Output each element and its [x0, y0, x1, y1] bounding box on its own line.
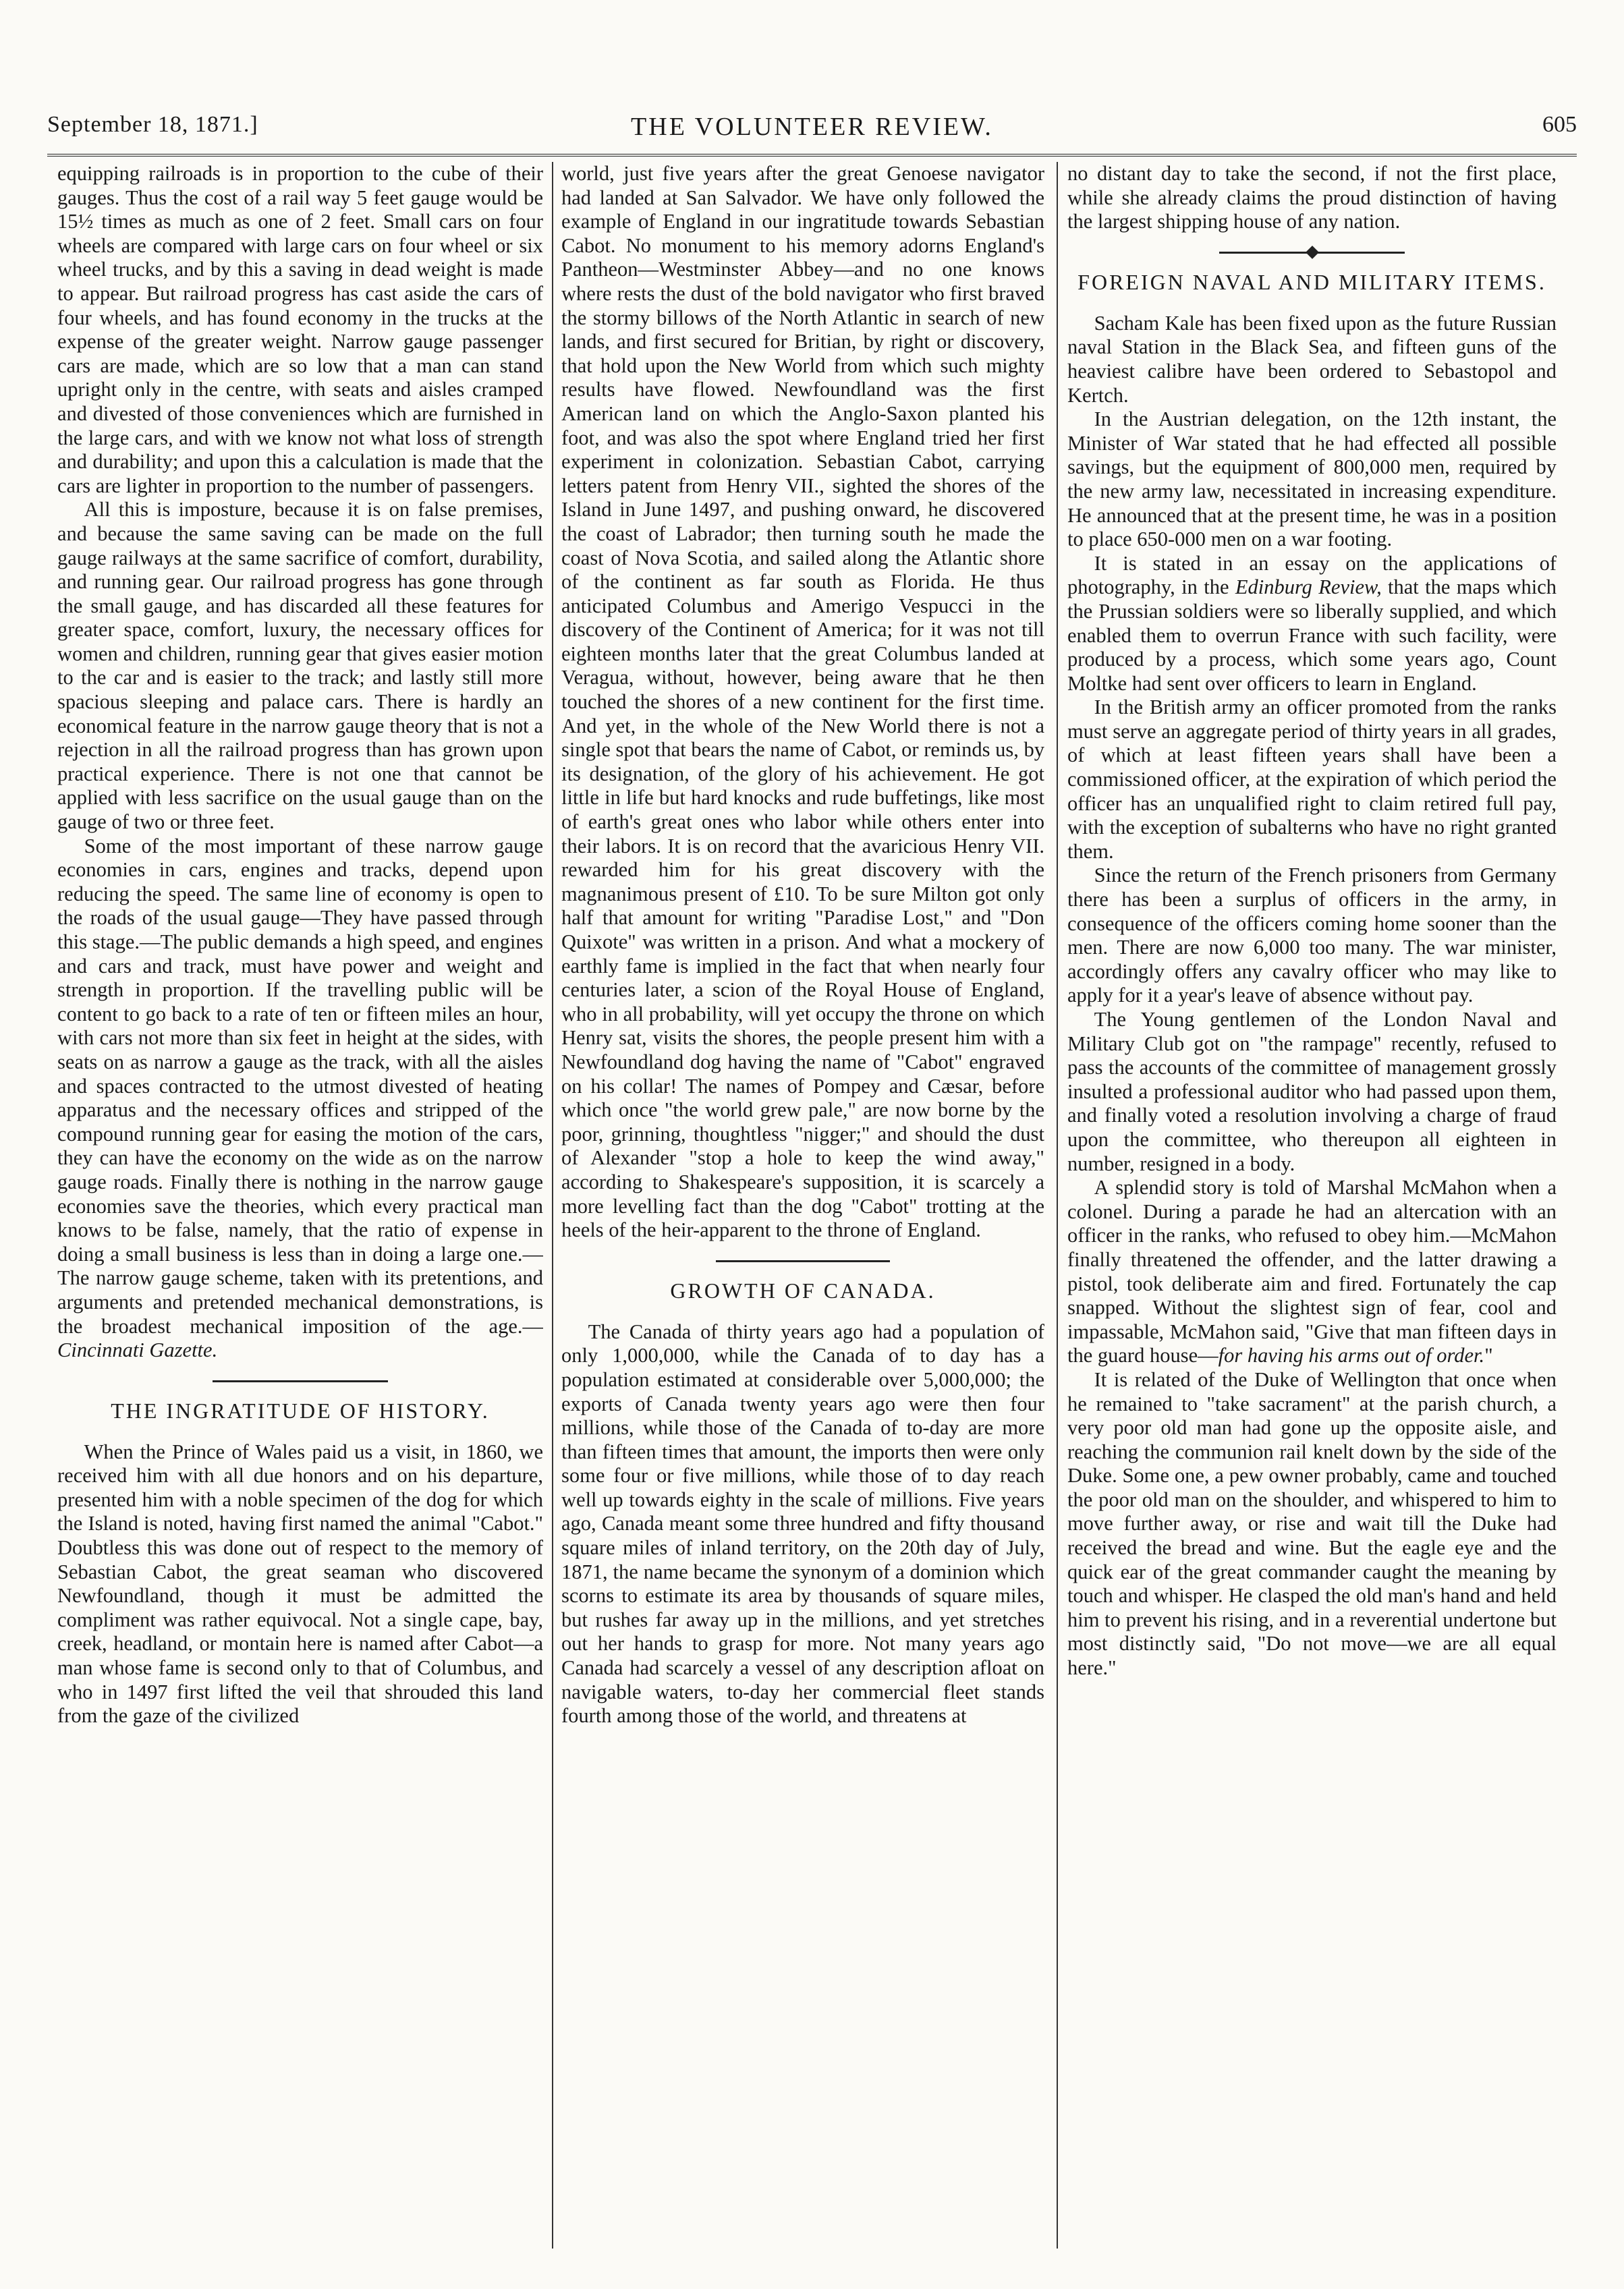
article-source: Cincinnati Gazette. [57, 1338, 218, 1362]
article-paragraph: The Canada of thirty years ago had a population of only 1,000,000, while the Canada of to day has a population estimated at considerable over 5,000,000; the exports of Canada twenty years ago were then four millions, while those of the Canada of to-day are more than fifteen times that amount, the imports then were only some four or five millions, while those of to day reach well up towards eighty in the scale of millions. Five years ago, Canada meant some three hundred and fifty thousand square miles of inland territory, on the 20th day of July, 1871, the name became the synonym of a dominion which scorns to estimate its area by thousands of square miles, but rushes far away up in the millions, and yet stretches out her hands to grasp for more. Not many years ago Canada had scarcely a vessel of any description afloat on navigable waters, to-day her commercial fleet stands fourth among those of the world, and threatens at [561, 1320, 1044, 1728]
article-paragraph: When the Prince of Wales paid us a visit, in 1860, we received him with all due honors and on his departure, presented him with a noble specimen of the dog for which the Island is noted, having first named the animal "Cabot." Doubtless this was done out of respect to the memory of Sebastian Cabot, the great seaman who discovered Newfoundland, though it must be admitted the compliment was rather equivocal. Not a single cape, bay, creek, headland, or montain here is named after Cabot—a man whose fame is second only to that of Columbus, and who in 1497 first lifted the veil that shrouded this land from the gaze of the civilized [57, 1440, 543, 1728]
header-date: September 18, 1871.] [47, 112, 258, 137]
column-1 [57, 162, 543, 2249]
article-paragraph: equipping railroads is in proportion to the cube of their gauges. Thus the cost of a rail way 5 feet gauge would be 15½ times as much as one of 2 feet. Small cars on four wheels are compared with large cars on four wheel or six wheel trucks, and by this a saving in dead weight is made to appear. But railroad progress has cast aside the cars of four wheels, and has found economy in the trucks at the expense of the greater weight. Narrow gauge passenger cars are made, which are so low that a man can stand upright only in the centre, with seats and aisles cramped and divested of those conveniences which are furnished in the large cars, and with we know not what loss of strength and durability; and upon this a calculation is made that the cars are lighter in proportion to the number of passengers. [57, 162, 543, 497]
article-paragraph: no distant day to take the second, if not the first place, while she already claims the proud distinction of having the largest shipping house of any nation. [1067, 162, 1557, 233]
article-paragraph: All this is imposture, because it is on false premises, and because the same saving can be made on the full gauge railways at the same sacrifice of comfort, durability, and running gear. Our railroad progress has gone through the small gauge, and has discarded all these features for greater space, comfort, luxury, the necessary offices for women and children, running gear that gives easier motion to the car and is easier to the track; and lastly still more spacious sleeping and palace cars. There is hardly an economical feature in the narrow gauge theory that is not a rejection in all the railroad progress than has grown upon practical experience. There is not one that cannot be applied with less sacrifice on the usual gauge than on the gauge of two or three feet. [57, 498, 543, 834]
quote-italic: for having his arms out of order. [1218, 1344, 1485, 1367]
article-text: Some of the most important of these narrow gauge economies in cars, engines and tracks, depend upon reducing the speed. The same line of economy is open to the roads of the usual gauge—They have passed through this stage.—The public demands a high speed, and engines and cars and track, must have power and weight and strength in proportion. If the travelling public will be content to go back to a rate of ten or fifteen miles an hour, with cars not more than six feet in height at the sides, with seats on as narrow a gauge as the track, with all the aisles and spaces contracted to the utmost divested of heating apparatus and the necessary offices and stripped of the compound running gear for easing the motion of the cars, they can have the economy on the wide as on the narrow gauge roads. Finally there is nothing in the narrow gauge economies save the theories, which every practical man knows to be false, namely, that the ratio of expense in doing a small business is less than in doing a large one.—The narrow gauge scheme, taken with its pretentions, and arguments and pretended mechanical demonstrations, is the broadest mechanical imposition of the age.— [57, 834, 543, 1338]
newspaper-title: THE VOLUNTEER REVIEW. [631, 113, 993, 141]
column-separator [552, 162, 553, 2249]
header-rule [47, 154, 1577, 157]
column-separator [1057, 162, 1058, 2249]
section-divider [1219, 252, 1405, 254]
section-divider [716, 1260, 890, 1262]
column-3 [1067, 162, 1557, 2249]
news-item-text: that the maps which the Prussian soldiers were so liberally supplied, and which enabled them to overrun France with such facility, were produced by a process, which some years ago, Count Moltke had sent over officers to learn in England. [1067, 575, 1557, 695]
news-item: Sacham Kale has been fixed upon as the future Russian naval Station in the Black Sea, and fifteen guns of the heaviest calibre have been ordered to Sebastopol and Kertch. [1067, 311, 1557, 407]
article-paragraph [57, 835, 543, 1363]
article-paragraph: world, just five years after the great Genoese navigator had landed at San Salvador. We have only followed the example of England in our ingratitude towards Sebastian Cabot. No monument to his memory adorns England's Pantheon—Westminster Abbey—and no one knows where rests the dust of the bold navigator who first braved the stormy billows of the North Atlantic in search of new lands, and first secured for Britian, by right or discovery, that hold upon the New World from which such mighty results have flowed. Newfoundland was the first American land on which the Anglo-Saxon planted his foot, and was also the spot where England tried her first experiment in colonization. Sebastian Cabot, carrying letters patent from Henry VII., sighted the shores of the Island in June 1497, and pushing onward, he discovered the coast of Labrador; then turning south he made the coast of Nova Scotia, and sailed along the Atlantic shore of the continent as far south as Florida. He thus anticipated Columbus and Amerigo Vespucci in the discovery of the Continent of America; for it was not till eighteen months later that the great Columbus landed at Veragua, without, however, being aware that he then touched the shores of a new continent for the first time. And yet, in the whole of the New World there is not a single spot that bears the name of Cabot, or reminds us, by its designation, of the glory of his achievement. He got little in life but hard knocks and rude buffetings, like most of earth's great ones who labor while others enter into their labors. It is on record that the avaricious Henry VII. rewarded him for his great discovery with the magnanimous present of £10. To be sure Milton got only half that amount for writing "Paradise Lost," and "Don Quixote" was written in a prison. And what a mockery of earthly fame is implied in the fact that when nearly four centuries later, a scion of the Royal House of England, who in all probability, will yet occupy the throne on which Henry sat, visits the shores, the people present him with a Newfoundland dog having the name of "Cabot" engraved on his collar! The names of Pompey and Cæsar, before which once "the world grew pale," are now borne by the poor, grinning, thoughtless "nigger;" and should the dust of Alexander "stop a hole to keep the wind away," according to Shakespeare's supposition, it is scarcely a more levelling fact than the dog "Cabot" trotting at the heels of the heir-apparent to the throne of England. [561, 162, 1044, 1242]
news-item-text: It is stated in an essay on the applications of photography, in the [1067, 551, 1557, 599]
news-item: The Young gentlemen of the London Naval and Military Club got on "the rampage" recently, refused to pass the accounts of the committee of management grossly insulted a professional auditor who had passed upon them, and finally voted a resolution involving a charge of fraud upon the committee, who thereupon all eighteen in number, resigned in a body. [1067, 1008, 1557, 1175]
section-divider [213, 1380, 387, 1382]
news-item-text: A splendid story is told of Marshal McMahon when a colonel. During a parade he had an altercation with an officer in the ranks, who refused to obey him.—McMahon finally threatened the offender, and the latter drawing a pistol, took deliberate aim and fired. Fortunately the cap snapped. Without the slightest sign of fear, cool and impassable, McMahon said, "Give that man fifteen days in the guard house— [1067, 1176, 1557, 1367]
news-item: Since the return of the French prisoners from Germany there has been a surplus of officers in the army, in consequence of the officers coming home sooner than the men. There are now 6,000 too many. The war minister, accordingly offers any cavalry officer who may like to apply for it a year's leave of absence without pay. [1067, 864, 1557, 1007]
section-heading: THE INGRATITUDE OF HISTORY. [111, 1398, 490, 1423]
section-heading: GROWTH OF CANADA. [670, 1278, 936, 1303]
ornament-diamond [1306, 246, 1319, 259]
news-item-text: " [1484, 1344, 1493, 1367]
page-number: 605 [1542, 112, 1577, 137]
news-item [1067, 1176, 1557, 1368]
section-heading: FOREIGN NAVAL AND MILITARY ITEMS. [1077, 269, 1546, 294]
news-item: In the Austrian delegation, on the 12th instant, the Minister of War stated that he had effected all possible savings, but the equipment of 800,000 men, required by the new army law, necessitated in increasing expenditure. He announced that at the present time, he was in a position to place 650-000 men on a war footing. [1067, 407, 1557, 551]
news-item [1067, 552, 1557, 696]
page-header [47, 105, 1577, 152]
publication-name: Edinburg Review, [1235, 575, 1382, 599]
column-2 [561, 162, 1044, 2249]
news-item: It is related of the Duke of Wellington that once when he remained to "take sacrament" at the parish church, a very poor old man had gone up the opposite aisle, and reaching the communion rail knelt down by the side of the Duke. Some one, a pew owner probably, came and touched the poor old man on the shoulder, and whispered to him to move further away, or rise and wait till the Duke had received the bread and wine. But the eagle eye and the quick ear of the great commander caught the meaning by touch and whisper. He clasped the old man's hand and held him to prevent his rising, and in a reverential undertone but most distinctly said, "Do not move—we are all equal here." [1067, 1367, 1557, 1680]
news-item: In the British army an officer promoted from the ranks must serve an aggregate period of thirty years in all grades, of which at least fifteen years shall have been a commissioned officer, at the expiration of which period the officer has an unqualified right to claim retired full pay, with the exception of subalterns who have no right granted them. [1067, 696, 1557, 863]
